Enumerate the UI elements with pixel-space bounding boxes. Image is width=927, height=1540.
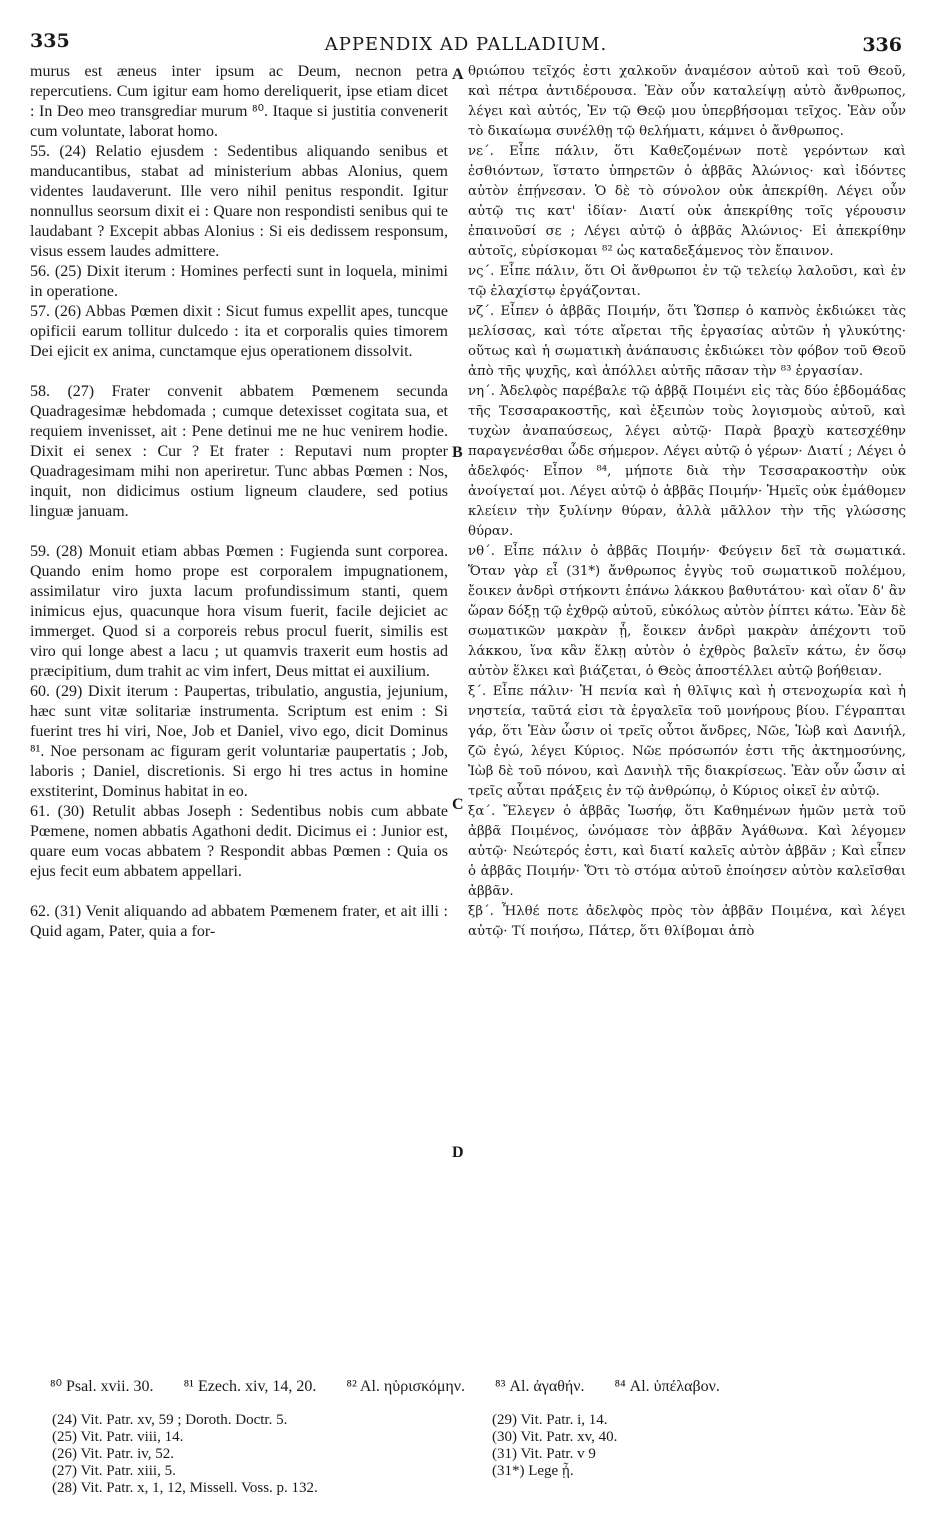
page-number-right: 336 — [862, 34, 902, 56]
running-header — [30, 30, 902, 58]
margin-letter-a: A — [452, 66, 464, 83]
latin-paragraph: 60. (29) Dixit iterum : Paupertas, tribulatio, angustia, jejunium, hæc sunt vitæ solitariæ instrumenta. Scriptum est enim : Si fuerint tres hi viri, Noe, Job et Daniel, vivo ego, dicit Dominus ⁸¹. Noe personam ac figuram gerit voluntariæ paupertatis ; Job, laboris ; Daniel, discretionis. Si ergo hi tres actus in homine exstiterint, Dominus habitat in eo. — [30, 683, 448, 800]
running-title: APPENDIX AD PALLADIUM. — [324, 34, 608, 55]
source-reference: (30) Vit. Patr. xv, 40. — [492, 1429, 618, 1445]
greek-paragraph: ξα΄. Ἔλεγεν ὁ ἀββᾶς Ἰωσήφ, ὅτι Καθημένων ἡμῶν μετὰ τοῦ ἀββᾶ Ποιμένος, ὠνόμασε τὸν ἀββᾶν Ἀγάθωνα. Καὶ λέγομεν αὐτῷ· Νεώτερός ἐστι, καὶ διατί καλεῖς αὐτὸν ἀββᾶν ; Καὶ εἶπεν ὁ ἀββᾶς Ποιμήν· Ὅτι τὸ στόμα αὐτοῦ ἐποίησεν αὐτὸν καλεῖσθαι ἀββᾶν. — [468, 804, 906, 899]
latin-paragraph: murus est æneus inter ipsum ac Deum, necnon petra repercutiens. Cum igitur eam homo dereliquerit, ipse etiam dicet : In Deo meo transgrediar murum ⁸⁰. Itaque si justitia convenerit cum voluntate, laborat homo. — [30, 63, 448, 140]
source-reference: (31*) Lege ᾖ. — [492, 1463, 574, 1479]
latin-paragraph: 62. (31) Venit aliquando ad abbatem Pœmenem frater, et ait illi : Quid agam, Pater, quia a for- — [30, 903, 448, 940]
source-reference: (26) Vit. Patr. iv, 52. — [52, 1446, 175, 1462]
latin-paragraph: 58. (27) Frater convenit abbatem Pœmenem secunda Quadragesimæ hebdomada ; cumque detexisset cogitata sua, et requiem invenisset, ait : Pene detinui me ne huc venirem hodie. Dixit ei senex : Cur ? Et frater : Reputavi num propter Quadragesimam mihi non aperiretur. Tunc abbas Pœmen : Nos, inquit, non didicimus ostium ligneum claudere, sed potius linguæ januam. — [30, 383, 448, 520]
source-reference: (27) Vit. Patr. xiii, 5. — [52, 1463, 176, 1479]
margin-letter-b: B — [452, 444, 463, 461]
greek-paragraph: νθ΄. Εἶπε πάλιν ὁ ἀββᾶς Ποιμήν· Φεύγειν δεῖ τὰ σωματικά. Ὅταν γὰρ εἶ (31*) ἄνθρωπος ἐγγὺς τοῦ σωματικοῦ πολέμου, ἔοικεν ἀνδρὶ στήκοντι ἐπάνω λάκκου βαθυτάτου· καὶ οἵαν δ' ἂν ὥραν δόξῃ τῷ ἐχθρῷ αὐτοῦ, εὐκόλως αὐτὸν ῥίπτει κάτω. Ἐὰν δὲ σωματικῶν μακρὰν ᾖ, ἔοικεν ἀνδρὶ μακρὰν ἀπέχοντι τοῦ λάκκου, ἵνα κἂν ἕλκῃ αὐτὸν ὁ ἐχθρὸς βαλεῖν κάτω, ἐν ὅσῳ αὐτὸν ἕλκει καὶ βιάζεται, ὁ Θεὸς ἀποστέλλει αὐτῷ βοήθειαν. — [468, 544, 906, 679]
greek-paragraph: νζ΄. Εἶπεν ὁ ἀββᾶς Ποιμήν, ὅτι Ὥσπερ ὁ καπνὸς ἐκδιώκει τὰς μελίσσας, καὶ τότε αἴρεται τῆς ἐργασίας αὐτῶν ἡ γλυκύτης· οὕτως καὶ ἡ σωματικὴ ἀνάπαυσις ἐκδιώκει τὸν φόβον τοῦ Θεοῦ ἀπὸ τῆς ψυχῆς, καὶ ἀπόλλει αὐτῆς πᾶσαν τὴν ⁸³ ἐργασίαν. — [468, 304, 906, 379]
page-number-left: 335 — [30, 30, 70, 52]
footnote: ⁸¹ Ezech. xiv, 14, 20. — [183, 1378, 317, 1395]
latin-paragraph: 61. (30) Retulit abbas Joseph : Sedentibus nobis cum abbate Pœmene, nomen abbatis Agathoni dedit. Dicimus ei : Junior est, quare eum vocas abbatem ? Respondit abbas Pœmen : Quia os ejus fecit eum abbatem appellari. — [30, 803, 448, 880]
source-reference: (25) Vit. Patr. viii, 14. — [52, 1429, 184, 1445]
greek-paragraph: θριώπου τεῖχός ἐστι χαλκοῦν ἀναμέσον αὐτοῦ καὶ τοῦ Θεοῦ, καὶ πέτρα ἀντιδέρουσα. Ἐὰν οὖν καταλείψῃ αὐτὸ ἄνθρωπος, λέγει καὶ αὐτός, Ἐν τῷ Θεῷ μου ὑπερβήσομαι τεῖχος. Ἐὰν οὖν τὸ δικαίωμα συνέλθῃ τῷ θελήματι, κάμνει ὁ ἄνθρωπος. — [468, 64, 906, 139]
greek-paragraph: ξ΄. Εἶπε πάλιν· Ἡ πενία καὶ ἡ θλῖψις καὶ ἡ στενοχωρία καὶ ἡ νηστεία, ταῦτά εἰσι τὰ ἐργαλεῖα τοῦ μονήρους βίου. Γέγραπται γάρ, ὅτι Ἐὰν ὦσιν οἱ τρεῖς οὗτοι ἄνδρες, Νῶε, Ἰὼβ καὶ Δανιήλ, ζῶ ἐγώ, λέγει Κύριος. Νῶε πρόσωπόν ἐστι τῆς ἀκτημοσύνης, Ἰὼβ δὲ τοῦ πόνου, καὶ Δανιὴλ τῆς διακρίσεως. Ἐὰν οὖν ὦσιν αἱ τρεῖς αὗται πράξεις ἐν τῷ ἀνθρώπῳ, ὁ Κύριος οἰκεῖ ἐν αὐτῷ. — [468, 684, 906, 799]
latin-paragraph: 55. (24) Relatio ejusdem : Sedentibus aliquando senibus et manducantibus, stabat ad ministerium abbas Alonius, quem videntes laudaverunt. Ille vero nihil penitus respondit. Igitur nonnullus seorsum dixit ei : Quare non respondisti senibus qui te laudabant ? Excepit abbas Alonius : Si eis dedissem responsum, visus essem laudes admittere. — [30, 143, 448, 260]
footnote: ⁸⁰ Psal. xvii. 30. — [50, 1378, 154, 1395]
source-reference: (29) Vit. Patr. i, 14. — [492, 1412, 608, 1428]
latin-paragraph: 59. (28) Monuit etiam abbas Pœmen : Fugienda sunt corporea. Quando enim homo prope est corporalem impugnationem, assimilatur viro juxta lacum profundissimum stanti, quem inimicus ejus, quacunque hora visum fuerit, facile dejiciet ac immerget. Quod si a corporeis rebus procul fuerit, similis est viro qui longe abest a lacu ; ut quamvis traxerit eum hostis ad præcipitium, dum trahit ac vim infert, Deus mittat ei auxilium. — [30, 543, 448, 680]
footnote: ⁸⁴ Al. ὑπέλαβον. — [614, 1378, 720, 1395]
latin-column — [30, 62, 448, 942]
footnote: ⁸³ Al. ἀγαθήν. — [495, 1378, 585, 1395]
greek-paragraph: νη΄. Ἀδελφὸς παρέβαλε τῷ ἀββᾷ Ποιμένι εἰς τὰς δύο ἑβδομάδας τῆς Τεσσαρακοστῆς, καὶ ἐξειπὼν τοὺς λογισμοὺς αὐτοῦ, καὶ τυχὼν ἀναπαύσεως, λέγει αὐτῷ· Παρὰ βραχὺ κατεσχέθην παραγενέσθαι ὧδε σήμερον. Λέγει αὐτῷ ὁ γέρων· Διατί ; Λέγει ὁ ἀδελφός· Εἶπον ⁸⁴, μήποτε διὰ τὴν Τεσσαρακοστὴν οὐκ ἀνοίγεταί μοι. Λέγει αὐτῷ ὁ ἀββᾶς Ποιμήν· Ἡμεῖς οὐκ ἐμάθομεν κλείειν τὴν ξυλίνην θύραν, ἀλλὰ μᾶλλον τὴν τῆς γλώσσης θύραν. — [468, 384, 906, 539]
source-references-left — [52, 1412, 472, 1497]
greek-paragraph: ξβ΄. Ἦλθέ ποτε ἀδελφὸς πρὸς τὸν ἀββᾶν Ποιμένα, καὶ λέγει αὐτῷ· Τί ποιήσω, Πάτερ, ὅτι θλίβομαι ἀπὸ — [468, 904, 906, 939]
source-reference: (31) Vit. Patr. v 9 — [492, 1446, 596, 1462]
margin-letter-c: C — [452, 796, 464, 813]
source-reference: (24) Vit. Patr. xv, 59 ; Doroth. Doctr. 5. — [52, 1412, 288, 1428]
footnote: ⁸² Al. ηὑρισκόμην. — [346, 1378, 466, 1395]
latin-paragraph: 57. (26) Abbas Pœmen dixit : Sicut fumus expellit apes, tuncque opificii earum tollitur dulcedo : ita et corporalis quies timorem Dei ejicit ex anima, cunctamque ejus operationem dissolvit. — [30, 303, 448, 360]
greek-column — [468, 62, 906, 942]
greek-paragraph: νε΄. Εἶπε πάλιν, ὅτι Καθεζομένων ποτὲ γερόντων καὶ ἐσθιόντων, ἵστατο ὑπηρετῶν ὁ ἀββᾶς Ἀλώνιος· καὶ ἰδόντες αὐτὸν ἐπῄνεσαν. Ὁ δὲ τὸ σύνολον οὐκ ἀπεκρίθη. Λέγει οὖν αὐτῷ τις κατ' ἰδίαν· Διατί οὐκ ἀπεκρίθης τοῖς γέρουσιν ἐπαινοῦσί σε ; Λέγει αὐτῷ ὁ ἀββᾶς Ἀλώνιος· Εἰ ἀπεκρίθην αὐτοῖς, εὑρίσκομαι ⁸² ὡς καταδεξάμενος τὸν ἔπαινον. — [468, 144, 906, 259]
latin-paragraph: 56. (25) Dixit iterum : Homines perfecti sunt in loquela, minimi in operatione. — [30, 263, 448, 300]
footnotes — [50, 1376, 900, 1396]
greek-paragraph: νς΄. Εἶπε πάλιν, ὅτι Οἱ ἄνθρωποι ἐν τῷ τελείῳ λαλοῦσι, καὶ ἐν τῷ ἐλαχίστῳ ἐργάζονται. — [468, 264, 906, 299]
source-reference: (28) Vit. Patr. x, 1, 12, Missell. Voss. p. 132. — [52, 1480, 318, 1496]
margin-letter-d: D — [452, 1144, 464, 1161]
source-references-right — [492, 1412, 892, 1480]
